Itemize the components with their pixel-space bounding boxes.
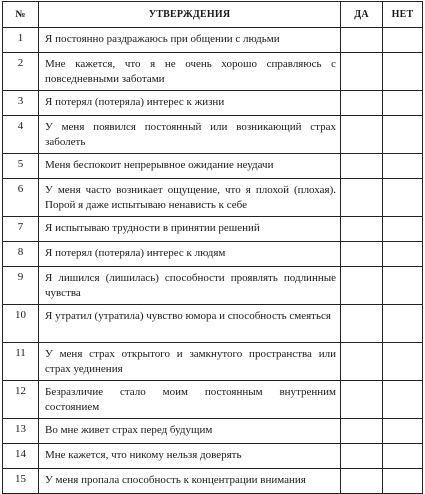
- header-no: НЕТ: [383, 2, 423, 28]
- yes-answer-cell[interactable]: [341, 53, 383, 91]
- table-row: [3, 28, 423, 53]
- row-number: 13: [3, 419, 39, 444]
- row-number: 5: [3, 154, 39, 179]
- row-statement: У меня появился постоянный или возникающий страх заболеть: [39, 116, 341, 154]
- table-row: [3, 419, 423, 444]
- row-number: 15: [3, 469, 39, 494]
- header-statement: УТВЕРЖДЕНИЯ: [39, 2, 341, 28]
- yes-answer-cell[interactable]: [341, 179, 383, 217]
- table-row: [3, 305, 423, 343]
- no-answer-cell[interactable]: [383, 154, 423, 179]
- yes-answer-cell[interactable]: [341, 116, 383, 154]
- row-statement: Я потерял (потеряла) интерес к жизни: [39, 91, 341, 116]
- no-answer-cell[interactable]: [383, 444, 423, 469]
- no-answer-cell[interactable]: [383, 381, 423, 419]
- row-number: 3: [3, 91, 39, 116]
- no-answer-cell[interactable]: [383, 91, 423, 116]
- row-number: 14: [3, 444, 39, 469]
- table-row: [3, 217, 423, 242]
- yes-answer-cell[interactable]: [341, 91, 383, 116]
- yes-answer-cell[interactable]: [341, 381, 383, 419]
- row-statement: Я лишился (лишилась) способности проявлять подлинные чувства: [39, 267, 341, 305]
- row-number: 12: [3, 381, 39, 419]
- table-row: [3, 343, 423, 381]
- row-statement: Я утратил (утратила) чувство юмора и способность смеяться: [39, 305, 341, 343]
- row-statement: Во мне живет страх перед будущим: [39, 419, 341, 444]
- row-statement: Я потерял (потеряла) интерес к людям: [39, 242, 341, 267]
- table-row: [3, 91, 423, 116]
- row-number: 10: [3, 305, 39, 343]
- yes-answer-cell[interactable]: [341, 154, 383, 179]
- row-number: 4: [3, 116, 39, 154]
- header-number: №: [3, 2, 39, 28]
- row-statement: Мне кажется, что никому нельзя доверять: [39, 444, 341, 469]
- table-row: [3, 116, 423, 154]
- row-number: 8: [3, 242, 39, 267]
- no-answer-cell[interactable]: [383, 419, 423, 444]
- header-row: [3, 2, 423, 28]
- table-row: [3, 154, 423, 179]
- yes-answer-cell[interactable]: [341, 343, 383, 381]
- row-number: 11: [3, 343, 39, 381]
- row-statement: Я испытываю трудности в принятии решений: [39, 217, 341, 242]
- row-statement: У меня страх открытого и замкнутого пространства или страх уединения: [39, 343, 341, 381]
- table-row: [3, 179, 423, 217]
- no-answer-cell[interactable]: [383, 242, 423, 267]
- row-statement: Мне кажется, что я не очень хорошо справляюсь с повседневными заботами: [39, 53, 341, 91]
- yes-answer-cell[interactable]: [341, 217, 383, 242]
- no-answer-cell[interactable]: [383, 179, 423, 217]
- questionnaire-table: [2, 1, 423, 494]
- no-answer-cell[interactable]: [383, 343, 423, 381]
- row-statement: У меня часто возникает ощущение, что я плохой (плохая). Порой я даже испытываю ненависть к себе: [39, 179, 341, 217]
- yes-answer-cell[interactable]: [341, 305, 383, 343]
- no-answer-cell[interactable]: [383, 267, 423, 305]
- no-answer-cell[interactable]: [383, 305, 423, 343]
- no-answer-cell[interactable]: [383, 469, 423, 494]
- header-yes: ДА: [341, 2, 383, 28]
- row-number: 7: [3, 217, 39, 242]
- yes-answer-cell[interactable]: [341, 419, 383, 444]
- no-answer-cell[interactable]: [383, 28, 423, 53]
- no-answer-cell[interactable]: [383, 53, 423, 91]
- row-number: 6: [3, 179, 39, 217]
- row-number: 2: [3, 53, 39, 91]
- no-answer-cell[interactable]: [383, 116, 423, 154]
- table-row: [3, 469, 423, 494]
- row-number: 9: [3, 267, 39, 305]
- yes-answer-cell[interactable]: [341, 267, 383, 305]
- yes-answer-cell[interactable]: [341, 444, 383, 469]
- row-statement: Я постоянно раздражаюсь при общении с людьми: [39, 28, 341, 53]
- yes-answer-cell[interactable]: [341, 242, 383, 267]
- no-answer-cell[interactable]: [383, 217, 423, 242]
- row-statement: У меня пропала способность к концентрации внимания: [39, 469, 341, 494]
- table-row: [3, 381, 423, 419]
- table-row: [3, 53, 423, 91]
- table-row: [3, 267, 423, 305]
- row-number: 1: [3, 28, 39, 53]
- row-statement: Меня беспокоит непрерывное ожидание неудачи: [39, 154, 341, 179]
- table-row: [3, 444, 423, 469]
- yes-answer-cell[interactable]: [341, 469, 383, 494]
- table-row: [3, 242, 423, 267]
- yes-answer-cell[interactable]: [341, 28, 383, 53]
- row-statement: Безразличие стало моим постоянным внутренним состоянием: [39, 381, 341, 419]
